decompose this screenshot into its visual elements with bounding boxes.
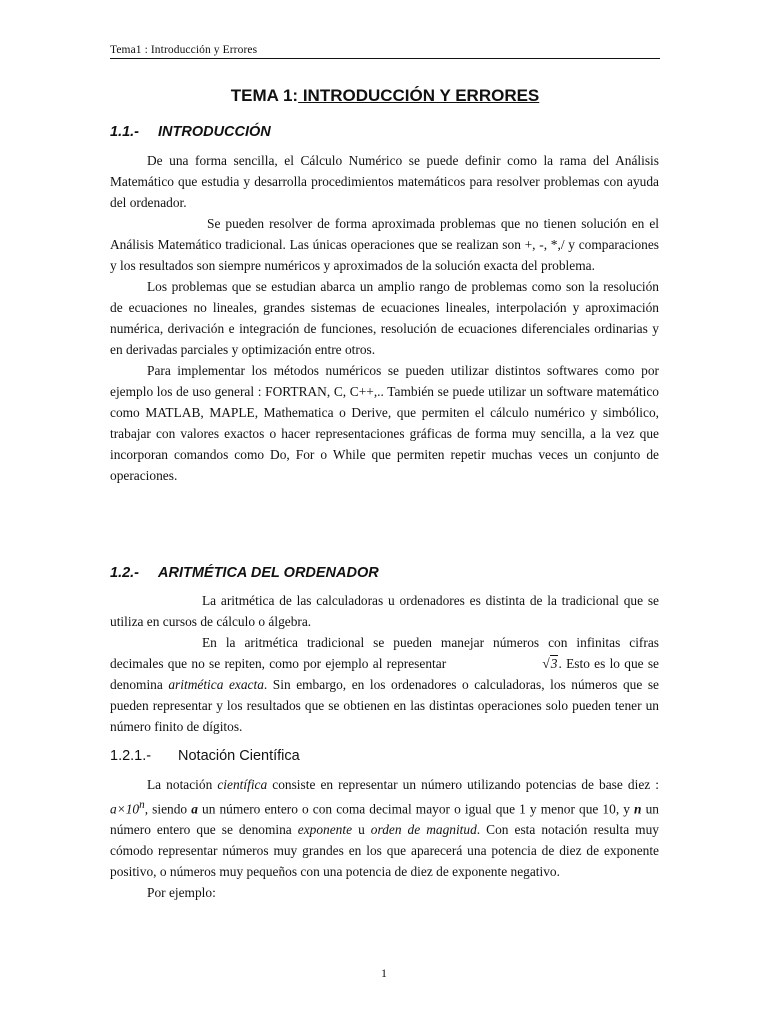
variable: n xyxy=(634,801,642,817)
running-header: Tema1 : Introducción y Errores xyxy=(110,44,660,59)
section-2-body xyxy=(110,590,659,737)
paragraph: La aritmética de las calculadoras u ordenadores es distinta de la tradicional que se utiliza en cursos de cálculo o álgebra. xyxy=(110,593,659,629)
subsection-body xyxy=(110,774,659,903)
emphasis-term: orden de magnitud xyxy=(370,822,477,838)
paragraph-text: un número entero que se denomina xyxy=(110,801,659,838)
document-title xyxy=(110,86,660,106)
emphasis-term: exponente xyxy=(297,822,353,838)
section-1-body xyxy=(110,150,659,486)
paragraph xyxy=(110,774,659,882)
section-title: INTRODUCCIÓN xyxy=(158,124,271,140)
paragraph-text: La notación xyxy=(147,777,218,792)
square-root-expression: √3 xyxy=(542,656,558,671)
emphasis-term: científica xyxy=(217,777,268,792)
section-number: 1.1.- xyxy=(110,124,140,140)
paragraph-text: . Sin embargo, en los ordenadores o calculadoras, los números que se pueden representar y los resultados que se obtienen en las distintas operaciones solo pueden tener un número finito de dígitos. xyxy=(110,677,659,734)
section-heading-aritmetica xyxy=(110,565,660,581)
paragraph-text: . Con esta notación resulta muy cómodo representar números muy grandes en los que aparecerá una potencia de diez de exponente positivo, o números muy pequeños con una potencia de diez de exponente negativo. xyxy=(110,822,659,880)
paragraph: Se pueden resolver de forma aproximada problemas que no tienen solución en el Análisis Matemático tradicional. Las únicas operaciones que se realizan son +, -, *,/ y comparaciones y los resultados son siempre numéricos y aproximados de la solución exacta del problema. xyxy=(110,216,659,273)
title-prefix: TEMA 1: xyxy=(230,86,299,105)
variable: a xyxy=(191,801,198,817)
paragraph: Los problemas que se estudian abarca un amplio rango de problemas como son la resolución de ecuaciones no lineales, grandes sistemas de ecuaciones lineales, interpolación y aproximación numérica, derivación e integración de funciones, resolución de ecuaciones diferenciales ordinarias y en derivadas parciales y optimización entre otros. xyxy=(110,279,659,357)
section-title: ARITMÉTICA DEL ORDENADOR xyxy=(158,565,379,581)
paragraph: Por ejemplo: xyxy=(147,885,216,901)
paragraph-text: consiste en representar un número utilizando potencias de base diez : xyxy=(267,777,659,792)
section-number: 1.2.- xyxy=(110,565,140,581)
paragraph-text: u xyxy=(352,822,371,838)
subsection-number: 1.2.1.- xyxy=(110,748,152,764)
subsection-heading-notacion xyxy=(110,748,660,764)
title-main: INTRODUCCIÓN Y ERRORES xyxy=(298,86,540,105)
paragraph-text: un número entero o con coma decimal mayor o igual que 1 y menor que 10, y xyxy=(197,801,635,817)
paragraph-text: En la aritmética tradicional se pueden manejar números con infinitas cifras decimales que no se repiten, como por ejemplo al representar xyxy=(110,635,659,671)
formula: a×10 xyxy=(110,801,140,817)
formula-exponent: n xyxy=(139,799,145,811)
radicand: 3 xyxy=(550,656,558,671)
paragraph-text: . Esto es lo que se denomina xyxy=(110,656,659,692)
paragraph xyxy=(110,632,659,737)
subsection-title: Notación Científica xyxy=(178,748,300,764)
page-number: 1 xyxy=(381,966,387,980)
paragraph: Para implementar los métodos numéricos se pueden utilizar distintos softwares como por ejemplo los de uso general : FORTRAN, C, C++,.. También se puede utilizar un software matemático como MATLAB, MAPLE, Mathematica o Derive, que permiten el cálculo numérico y simbólico, trabajar con valores exactos o hacer representaciones gráficas de forma muy sencilla, a la vez que incorporan comandos como Do, For o While que permiten repetir muchas veces un conjunto de operaciones. xyxy=(110,363,659,483)
paragraph-text: , siendo xyxy=(144,801,192,817)
section-heading-introduccion xyxy=(110,124,660,140)
paragraph: De una forma sencilla, el Cálculo Numérico se puede definir como la rama del Análisis Matemático que estudia y desarrolla procedimientos matemáticos para resolver problemas con ayuda del ordenador. xyxy=(110,153,659,210)
emphasis-term: aritmética exacta xyxy=(168,677,264,692)
